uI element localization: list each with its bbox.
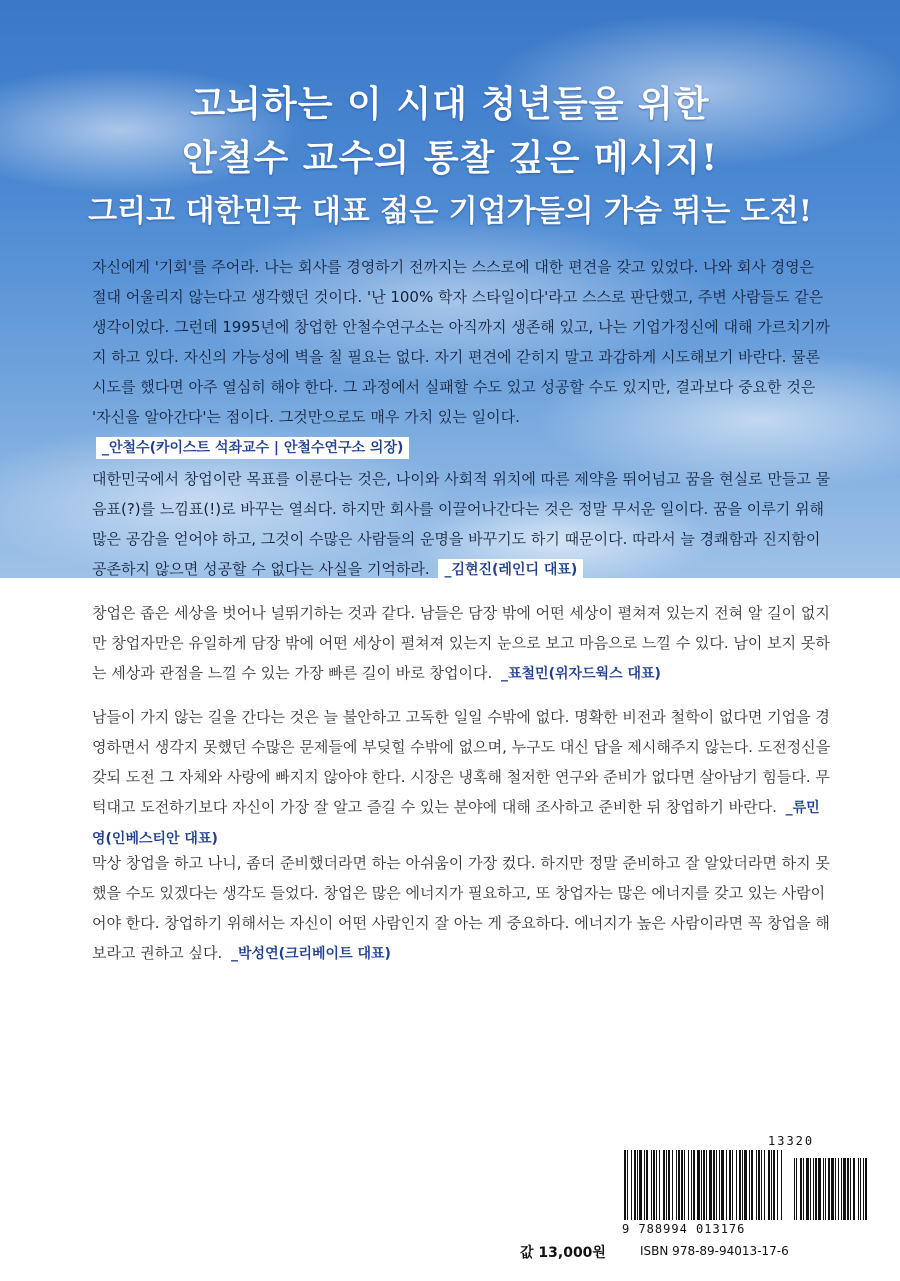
barcode-bar — [663, 1150, 665, 1220]
barcode-bar — [676, 1150, 677, 1220]
barcode-bar — [721, 1150, 724, 1220]
barcode-bar — [773, 1150, 775, 1220]
quote-text: 창업은 좁은 세상을 벗어나 널뛰기하는 것과 같다. 남들은 담장 밖에 어떤 세상이 펼쳐져 있는지 전혀 알 길이 없지만 창업자만은 유일하게 담장 밖에 어떤 세상이 펼쳐져 있는지 눈으로 보고 마음으로 느낄 수 있다. 남이 보지 못하는 세상과 관점을 느낄 수 있는 가장 빠른 길이 바로 창업이다. — [92, 604, 830, 682]
barcode-addon-bar — [858, 1158, 859, 1220]
barcode-bar — [706, 1150, 707, 1220]
barcode-addon-bar — [835, 1158, 836, 1220]
barcode-addon-bar — [800, 1158, 802, 1220]
barcode-bar — [644, 1150, 645, 1220]
barcode-addon-bar — [860, 1158, 861, 1220]
barcode-bar — [693, 1150, 695, 1220]
barcode-addon-bar — [843, 1158, 846, 1220]
barcode-bar — [697, 1150, 700, 1220]
barcode-addon-bar — [841, 1158, 842, 1220]
barcode-bar — [634, 1150, 636, 1220]
barcode-bar — [771, 1150, 772, 1220]
barcode-bar — [719, 1150, 720, 1220]
barcode-addon-bar — [831, 1158, 834, 1220]
quote-ahn-cheolsoo — [92, 252, 832, 462]
barcode-bar — [659, 1150, 660, 1220]
barcode-addon-bar — [810, 1158, 811, 1220]
barcode-bar — [729, 1150, 731, 1220]
barcode-bar — [742, 1150, 743, 1220]
barcode-bar — [756, 1150, 757, 1220]
headline-line-3: 그리고 대한민국 대표 젊은 기업가들의 가슴 뛰는 도전! — [88, 194, 812, 229]
barcode-bar — [653, 1150, 655, 1220]
barcode-bar — [668, 1150, 670, 1220]
quote-ryu-minyoung — [92, 702, 832, 854]
barcode-bar — [768, 1150, 770, 1220]
quote-text: 자신에게 '기회'를 주어라. 나는 회사를 경영하기 전까지는 스스로에 대한 편견을 갖고 있었다. 나와 회사 경영은 절대 어울리지 않는다고 생각했던 것이다. '난 100% 학자 스타일이다'라고 스스로 판단했고, 주변 사람들도 같은 생각이었다. 그런데 1995년에 창업한 안철수연구소는 아직까지 생존해 있고, 나는 기업가정신에 대해 가르치기까지 하고 있다. 자신의 가능성에 벽을 칠 필요는 없다. 자기 편견에 갇히지 말고 과감하게 시도해보기 바란다. 물론 시도를 했다면 아주 열심히 해야 한다. 그 과정에서 실패할 수도 있고 성공할 수도 있지만, 결과보다 중요한 것은 '자신을 알아간다'는 점이다. 그것만으로도 매우 가치 있는 일이다. — [92, 258, 830, 426]
sky-background — [0, 0, 900, 578]
barcode-bar — [688, 1150, 689, 1220]
barcode-bar — [761, 1150, 762, 1220]
barcode-bar — [637, 1150, 638, 1220]
barcode-addon-bar — [825, 1158, 826, 1220]
barcode-bar — [703, 1150, 705, 1220]
headline-line-1: 고뇌하는 이 시대 청년들을 위한 — [190, 83, 710, 125]
quote-credit: _박성연(크리베이트 대표) — [231, 946, 391, 962]
barcode-bars — [622, 1150, 872, 1222]
barcode-bar — [764, 1150, 765, 1220]
barcode-bar — [624, 1150, 626, 1220]
headline-line-2: 안철수 교수의 통찰 깊은 메시지! — [181, 137, 719, 179]
isbn-label: ISBN 978-89-94013-17-6 — [640, 1244, 789, 1258]
quote-credit: _표철민(위자드웍스 대표) — [501, 666, 661, 682]
barcode-bar — [739, 1150, 741, 1220]
barcode-bar — [713, 1150, 715, 1220]
barcode-addon-bar — [794, 1158, 795, 1220]
barcode-addon-bar — [847, 1158, 849, 1220]
barcode-addon-bar — [796, 1158, 797, 1220]
barcode-bar — [656, 1150, 657, 1220]
barcode-addon-bar — [818, 1158, 821, 1220]
barcode-bar — [681, 1150, 683, 1220]
quote-text: 대한민국에서 창업이란 목표를 이룬다는 것은, 나이와 사회적 위치에 따른 제약을 뛰어넘고 꿈을 현실로 만들고 물음표(?)를 느낌표(!)로 바꾸는 열쇠다. 하지만 회사를 이끌어나간다는 것은 정말 무서운 일이다. 꿈을 이루기 위해 많은 공감을 얻어야 하고, 그것이 수많은 사람들의 운명을 바꾸기도 하기 때문이다. 따라서 늘 경쾌함과 진지함이 공존하지 않으면 성공할 수 없다는 사실을 기억하라. — [92, 470, 831, 578]
barcode-bar — [666, 1150, 667, 1220]
barcode-addon-bar — [853, 1158, 855, 1220]
barcode-addon-bar — [823, 1158, 824, 1220]
quote-pyo-cheolmin — [92, 598, 832, 689]
barcode-addon-bar — [813, 1158, 814, 1220]
barcode-bar — [732, 1150, 733, 1220]
barcode-bar — [631, 1150, 632, 1220]
quote-text: 막상 창업을 하고 나니, 좀더 준비했더라면 하는 아쉬움이 가장 컸다. 하지만 정말 준비하고 잘 알았더라면 하지 못했을 수도 있겠다는 생각도 들었다. 창업은 많은 에너지가 필요하고, 또 창업자는 많은 에너지를 갖고 있는 사람이어야 한다. 창업하기 위해서는 자신이 어떤 사람인지 잘 아는 게 중요하다. 에너지가 높은 사람이라면 꼭 창업을 해보라고 권하고 싶다. — [92, 854, 830, 962]
barcode-bar — [639, 1150, 642, 1220]
barcode-addon-bar — [863, 1158, 864, 1220]
barcode-bar — [751, 1150, 753, 1220]
barcode-bar — [744, 1150, 747, 1220]
barcode-bar — [716, 1150, 717, 1220]
quote-text: 남들이 가지 않는 길을 간다는 것은 늘 불안하고 고독한 일일 수밖에 없다. 명확한 비전과 철학이 없다면 기업을 경영하면서 생각지 못했던 수많은 문제들에 부딪힐 수밖에 없으며, 누구도 대신 답을 제시해주지 않는다. 도전정신을 갖되 도전 그 자체와 사랑에 빠지지 않아야 한다. 시장은 냉혹해 철저한 연구와 준비가 없다면 살아남기 힘들다. 무턱대고 도전하기보다 자신이 가장 잘 알고 즐길 수 있는 분야에 대해 조사하고 준비한 뒤 창업하기 바란다. — [92, 708, 831, 816]
barcode-bar — [777, 1150, 778, 1220]
barcode-addon-bar — [803, 1158, 804, 1220]
barcode-bar — [684, 1150, 685, 1220]
barcode-bar — [672, 1150, 673, 1220]
barcode-addon-bar — [828, 1158, 830, 1220]
barcode-addon-bar — [865, 1158, 867, 1220]
quote-kim-hyunjin — [92, 464, 832, 578]
barcode-bar — [709, 1150, 712, 1220]
barcode-bar — [646, 1150, 648, 1220]
barcode-bar — [691, 1150, 692, 1220]
barcode-bar — [701, 1150, 702, 1220]
barcode-addon-bar — [850, 1158, 851, 1220]
quote-credit: _안철수(카이스트 석좌교수 | 안철수연구소 의장) — [96, 437, 409, 459]
barcode-bar — [781, 1150, 782, 1220]
quote-park-sungyeon — [92, 848, 832, 969]
barcode-bar — [758, 1150, 760, 1220]
barcode-bar — [627, 1150, 628, 1220]
barcode-bar — [651, 1150, 652, 1220]
barcode-addon-bar — [838, 1158, 839, 1220]
quote-credit: _류민영(인베스티안 대표) — [92, 800, 820, 847]
barcode-addon-bar — [806, 1158, 809, 1220]
barcode-number: 9 788994 013176 — [622, 1222, 746, 1236]
barcode-addon-bar — [815, 1158, 817, 1220]
barcode-addon-number: 13320 — [768, 1134, 815, 1148]
barcode-bar — [678, 1150, 680, 1220]
price-label: 값 13,000원 — [520, 1245, 606, 1261]
barcode-bar — [736, 1150, 737, 1220]
barcode-bar — [726, 1150, 727, 1220]
barcode-bar — [749, 1150, 750, 1220]
quote-credit: _김현진(레인디 대표) — [438, 559, 583, 578]
